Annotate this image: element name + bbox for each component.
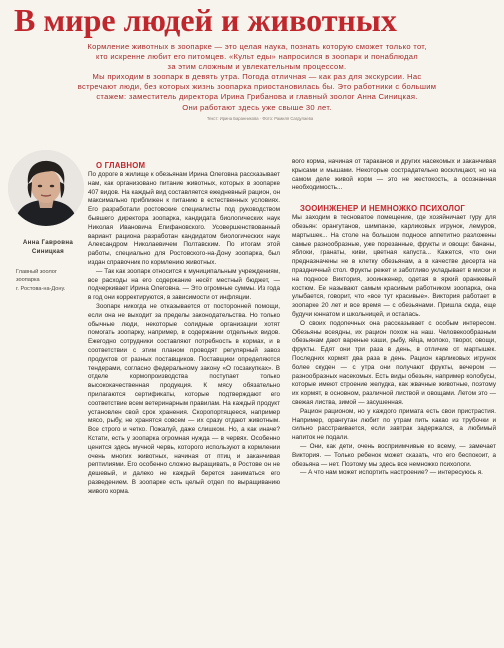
person-role-line: г. Ростова-на-Дону.: [16, 285, 66, 292]
person-name-first: Анна Гавровна: [22, 239, 74, 246]
portrait-illustration: [8, 150, 84, 226]
person-role-line: Главный зоолог: [16, 269, 57, 275]
lead-line: за этим сложным и увлекательным процессом.: [167, 62, 347, 72]
paragraph: — Так как зоопарк относится к муниципальным учреждениям, все расходы на его содержание несёт местный бюджет, — подчеркивает Ирина Олеговна. — Это огромные суммы. Из года в год они корректируются, в зависимости от инфляции.: [88, 267, 280, 302]
section-heading-main: О ГЛАВНОМ: [96, 161, 146, 170]
lead-line: встречают люди, без которых жизнь зоопарка приостановилась бы. Это работники с большим: [77, 82, 437, 92]
portrait-photo: [8, 150, 84, 226]
person-role-line: зоопарка: [16, 277, 40, 284]
section-heading-zooengineer: ЗООИНЖЕНЕР И НЕМНОЖКО ПСИХОЛОГ: [300, 204, 465, 214]
paragraph: По дороге в жилище к обезьянам Ирина Олеговна рассказывает нам, как организовано питание животных, которых в зоопарке 407 видов. На каждый вид составляется ежедневный рацион, он максимально приближен к питанию в естественных условиях. Его разработали ростовские специалисты под руководством бывшего директора зоопарка, кандидата биологических наук Николая Ивановича Епифановского. Усовершенствованный вариант рациона разработан кандидатом биологических наук Александром Николаевичем Полтавским. По итогам этой работы, специально для Ростовского-на-Дону зоопарка, был издан справочник по кормлению животных.: [88, 171, 280, 266]
paragraph: О своих подопечных она рассказывает с особым интересом. Обезьяны всеядны, их рацион похож на наш. Человекообразным обезьянам дают вареные каши, рыбу, яйца, молоко, творог, овощи, фрукты. Едят они три раза в день, в отличие от мартышек. Последних кормят два раза в день. Рацион карликовых игрунок более скуден — с утра они получают фрукты, вечером — разнообразных насекомых. Есть виды обезьян, например колобусы, которые имеют строение желудка, как жвачные животные, поэтому их кормят, в основном, различной листвой и овощами. Летом это — свежая листва, зимой — засушенная.: [292, 319, 496, 406]
lead-line: кто искренне любит его питомцев. «Культ еды» напросился в зоопарк и понаблюдал: [96, 52, 418, 62]
person-role: [16, 268, 80, 293]
lead-line: Кормление животных в зоопарке — это целая наука, познать которую сможет только тот,: [87, 42, 427, 51]
paragraph: Зоопарк никогда не отказывается от посторонней помощи, если она не выходит за пределы законодательства. Но только обычные люди, некоторые солидные организации хотят помогать зоопарку, например, в содержании отдельных видов. Ежегодно сотрудники составляют потребность в кормах, и в соответствии с этим планом проводят регулярный завоз продуктов от разных поставщиков. Поставщики определяются тендерами, согласно федеральному закону «О госзакупках». В отделе кормопроизводства поступает только высококачественная продукция. К мясу обязательно прилагаются сертификаты, которые подтверждают его соответствие всем ветеринарным правилам. На каждый продукт установлен свой срок хранения. Скоропортящееся, например мясо, рыбу, не хранятся совсем — их сразу отдают животным. Все строго и четко. Пожалуй, даже слишком. Но, а как иначе? Кстати, есть у зоопарка огромная нужда — в червях. Особенно ценится здесь мучной червь, которого используют в кормлении очень многих животных, начиная от птиц и заканчивая рептилиями. Его особенно сложно выращивать, в Ростове он не дешевый, и далеко не каждый берется заниматься его разведением. В зоопарке есть целый отдел по выращиванию живого корма.: [88, 302, 280, 495]
paragraph: вого корма, начиная от тараканов и других насекомых и заканчивая крысами и мышами. Некоторые сострадательно восклицают, но на самом деле живой корм — это не жестокость, а осознанная необходимость...: [292, 158, 496, 192]
paragraph: Мы заходим в тесноватое помещение, где хозяйничает гуру для обезьян: орангутанов, шимпанзе, карликовых игрунок, лемуров, мартышек... На столе на большом подносе аппетитно разложены самые разнообразные, уже порезанные, фрукты и овощи: бананы, яблоки, гранаты, киви, цветная капуста... Кажется, что они предназначены не в клетку обезьянам, а в качестве десерта на праздничный стол. Фрукты режет и заботливо укладывает в миски и на подносе Виктория, зооинженер, одетая в яркий оранжевый костюм. Ее называют самым красивым работником зоопарка, она улыбается, говорит, что «все тут красивые». Виктория работает в зоопарке 20 лет и все время — с обезьянами. Пришла сюда, еще будучи юннатом и школьницей, и осталась.: [292, 214, 496, 318]
person-name-last: Синицкая: [31, 248, 65, 255]
person-name: [6, 238, 90, 256]
lead-line: Мы приходим в зоопарк в девять утра. Погода отличная — как раз для экскурсии. Нас: [92, 72, 422, 82]
paragraph: — Они, как дети, очень восприимчивые ко всему, — замечает Виктория. — Только ребенок может сказать, что его беспокоит, а обезьяна — нет. Поэтому мы здесь все немножко психологи.: [292, 442, 496, 468]
photo-credits: Текст: Ирина Баранникова · Фото: Рамиля Сагдулаева: [206, 116, 314, 121]
article-title: В мире людей и животных: [14, 2, 397, 38]
paragraph: Рацион рационом, но у каждого примата есть свои пристрастия. Например, орангутан любит по утрам пить какао из трубочки и сильно расстраивается, если завтрак задержался, а любимый напиток не подали.: [292, 407, 496, 442]
left-column: [88, 160, 280, 644]
lead-line: стажем: заместитель директора Ирина Грибанова и главный зоолог Анна Синицкая.: [96, 92, 418, 102]
article-lead: [22, 42, 492, 113]
lead-line: Они работают здесь уже свыше 30 лет.: [182, 102, 332, 112]
paragraph: — А что нам может испортить настроение? — интересуюсь я.: [300, 469, 483, 477]
right-column: [292, 158, 496, 646]
